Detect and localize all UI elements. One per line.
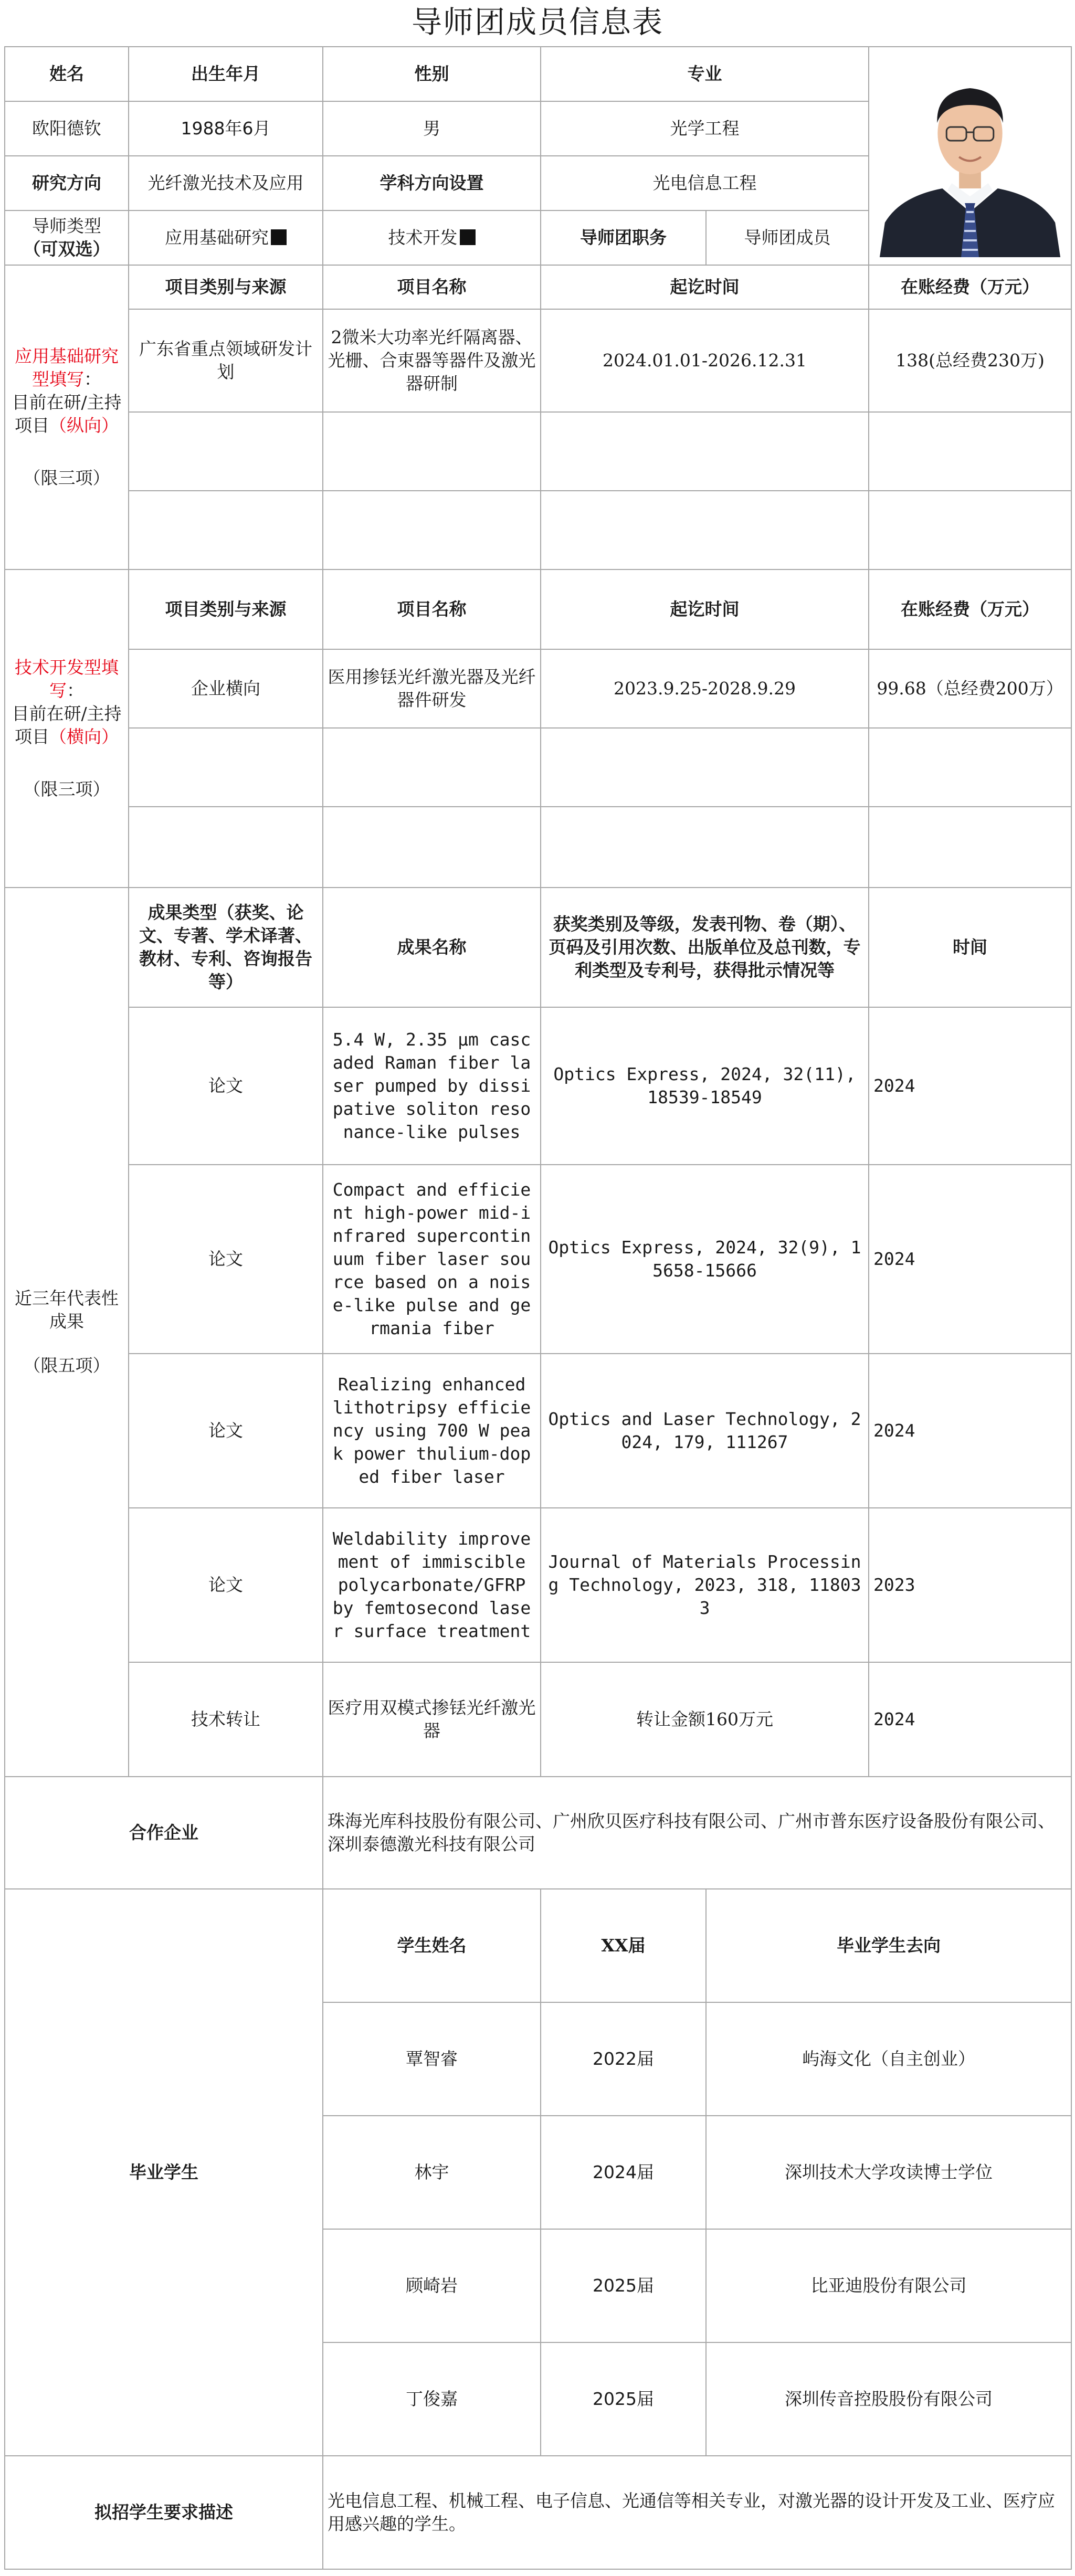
student-name: 林宇 (323, 2116, 541, 2229)
column-header: XX届 (541, 1889, 706, 2002)
student-name: 丁俊嘉 (323, 2342, 541, 2456)
student-class: 2025届 (541, 2342, 706, 2456)
achievement-year: 2024 (869, 1007, 1071, 1165)
project-source: 广东省重点领域研发计划 (129, 309, 323, 412)
type-option-tech (323, 210, 541, 265)
tech-dev-cat-colon: ： (67, 680, 84, 701)
column-header: 起讫时间 (541, 265, 869, 309)
column-header: 起讫时间 (541, 569, 869, 649)
achievement-year: 2024 (869, 1662, 1071, 1777)
achievement-type: 论文 (129, 1354, 323, 1508)
achievement-detail: Optics Express, 2024, 32(11), 18539-18549 (541, 1007, 869, 1165)
recruit-value: 光电信息工程、机械工程、电子信息、光通信等相关专业，对激光器的设计开发及工业、医疗应用感兴趣的学生。 (323, 2456, 1071, 2569)
table-row (5, 412, 1071, 491)
name-value: 欧阳德钦 (5, 101, 129, 156)
partners-label: 合作企业 (5, 1777, 323, 1889)
recruit-row (5, 2456, 1071, 2569)
type-option-basic (129, 210, 323, 265)
birth-value: 1988年6月 (129, 101, 323, 156)
tech-dev-category (5, 569, 129, 888)
tech-dev-limit: （限三项） (23, 779, 110, 799)
column-header: 成果名称 (323, 888, 541, 1007)
basic-research-limit: （限三项） (23, 468, 110, 488)
project-period: 2024.01.01-2026.12.31 (541, 309, 869, 412)
project-funding: 138(总经费230万) (869, 309, 1071, 412)
achievement-detail: 转让金额160万元 (541, 1662, 869, 1777)
page-title: 导师团成员信息表 (411, 4, 663, 40)
column-header: 在账经费（万元） (869, 569, 1071, 649)
portrait-photo-icon (869, 55, 1071, 257)
achievements-header-row (5, 888, 1071, 1007)
table-row (5, 1354, 1071, 1508)
table-row (5, 807, 1071, 888)
column-header: 获奖类别及等级，发表刊物、卷（期）、页码及引用次数、出版单位及总刊数，专利类型及专利号，获得批示情况等 (541, 888, 869, 1007)
table-row (5, 649, 1071, 728)
research-value: 光纤激光技术及应用 (129, 156, 323, 210)
table-row (5, 728, 1071, 807)
student-destination: 比亚迪股份有限公司 (706, 2229, 1071, 2342)
column-header: 毕业学生去向 (706, 1889, 1071, 2002)
column-header: 成果类型（获奖、论文、专著、学术译著、教材、专利、咨询报告等） (129, 888, 323, 1007)
column-header: 项目名称 (323, 265, 541, 309)
achievement-type: 论文 (129, 1508, 323, 1662)
student-class: 2022届 (541, 2002, 706, 2116)
achievement-name: Compact and efficient high-power mid-infrared supercontinuum fiber laser source based on a noise-like pulse and germania fiber (323, 1165, 541, 1354)
achievement-year: 2024 (869, 1354, 1071, 1508)
achievements-limit: （限五项） (23, 1355, 110, 1376)
graduates-label: 毕业学生 (5, 1889, 323, 2456)
tech-dev-header-row (5, 569, 1071, 649)
column-header: 项目类别与来源 (129, 569, 323, 649)
table-row (5, 1165, 1071, 1354)
achievement-type: 论文 (129, 1165, 323, 1354)
birth-label: 出生年月 (129, 47, 323, 101)
graduates-header-row (5, 1889, 1071, 2002)
achievement-detail: Optics Express, 2024, 32(9), 15658-15666 (541, 1165, 869, 1354)
type-label-line2: （可双选） (23, 239, 110, 259)
type-label-line1: 导师类型 (32, 216, 101, 236)
achievements-category (5, 888, 129, 1777)
discipline-value: 光电信息工程 (541, 156, 869, 210)
project-period: 2023.9.25-2028.9.29 (541, 649, 869, 728)
type-label (5, 210, 129, 265)
tech-dev-cat-line2: 目前在研/主持项目 (12, 703, 122, 747)
student-destination: 深圳技术大学攻读博士学位 (706, 2116, 1071, 2229)
table-row (5, 1508, 1071, 1662)
role-value: 导师团成员 (706, 210, 869, 265)
role-label: 导师团职务 (541, 210, 706, 265)
project-source: 企业横向 (129, 649, 323, 728)
student-class: 2024届 (541, 2116, 706, 2229)
info-form-table (4, 46, 1072, 2570)
name-label: 姓名 (5, 47, 129, 101)
recruit-label: 拟招学生要求描述 (5, 2456, 323, 2569)
achievement-name: 医疗用双模式掺铥光纤激光器 (323, 1662, 541, 1777)
basic-header-row (5, 47, 1071, 101)
achievement-detail: Optics and Laser Technology, 2024, 179, 111267 (541, 1354, 869, 1508)
student-destination: 屿海文化（自主创业） (706, 2002, 1071, 2116)
column-header: 时间 (869, 888, 1071, 1007)
partners-row (5, 1777, 1071, 1889)
achievement-name: Realizing enhanced lithotripsy efficiency using 700 W peak power thulium-doped fiber laser (323, 1354, 541, 1508)
discipline-label: 学科方向设置 (323, 156, 541, 210)
achievement-detail: Journal of Materials Processing Technology, 2023, 318, 118033 (541, 1508, 869, 1662)
type-option-tech-label: 技术开发 (388, 227, 458, 248)
student-name: 顾崎岩 (323, 2229, 541, 2342)
basic-research-cat-colon: ： (84, 369, 101, 389)
table-row (5, 1007, 1071, 1165)
project-name: 2微米大功率光纤隔离器、光栅、合束器等器件及激光器研制 (323, 309, 541, 412)
student-destination: 深圳传音控股股份有限公司 (706, 2342, 1071, 2456)
table-row (5, 1662, 1071, 1777)
project-name: 医用掺铥光纤激光器及光纤器件研发 (323, 649, 541, 728)
tech-dev-cat-line1: 技术开发型填写 (15, 657, 119, 701)
gender-label: 性别 (323, 47, 541, 101)
achievement-type: 技术转让 (129, 1662, 323, 1777)
photo-cell (869, 47, 1071, 265)
achievement-type: 论文 (129, 1007, 323, 1165)
column-header: 项目类别与来源 (129, 265, 323, 309)
tech-dev-cat-paren: （横向） (49, 726, 119, 747)
project-funding: 99.68（总经费200万） (869, 649, 1071, 728)
basic-research-category (5, 265, 129, 569)
basic-research-cat-line2: 目前在研/主持项目 (12, 392, 122, 436)
achievement-name: Weldability improvement of immiscible polycarbonate/GFRP by femtosecond laser surface treatment (323, 1508, 541, 1662)
table-row (5, 491, 1071, 569)
type-option-basic-label: 应用基础研究 (165, 227, 269, 248)
gender-value: 男 (323, 101, 541, 156)
basic-research-cat-paren: （纵向） (49, 415, 119, 436)
major-label: 专业 (541, 47, 869, 101)
checked-box-icon (460, 229, 476, 245)
major-value: 光学工程 (541, 101, 869, 156)
partners-value: 珠海光库科技股份有限公司、广州欣贝医疗科技有限公司、广州市普东医疗设备股份有限公司、深圳泰德激光科技有限公司 (323, 1777, 1071, 1889)
student-class: 2025届 (541, 2229, 706, 2342)
column-header: 项目名称 (323, 569, 541, 649)
achievements-category-label: 近三年代表性成果 (15, 1288, 119, 1332)
basic-research-header-row (5, 265, 1071, 309)
achievement-year: 2024 (869, 1165, 1071, 1354)
column-header: 学生姓名 (323, 1889, 541, 2002)
achievement-name: 5.4 W, 2.35 μm cascaded Raman fiber laser pumped by dissipative soliton resonance-like pulses (323, 1007, 541, 1165)
column-header: 在账经费（万元） (869, 265, 1071, 309)
research-label: 研究方向 (5, 156, 129, 210)
checked-box-icon (271, 229, 287, 245)
achievement-year: 2023 (869, 1508, 1071, 1662)
student-name: 覃智睿 (323, 2002, 541, 2116)
table-row (5, 309, 1071, 412)
basic-research-cat-line1: 应用基础研究型填写 (15, 346, 119, 389)
